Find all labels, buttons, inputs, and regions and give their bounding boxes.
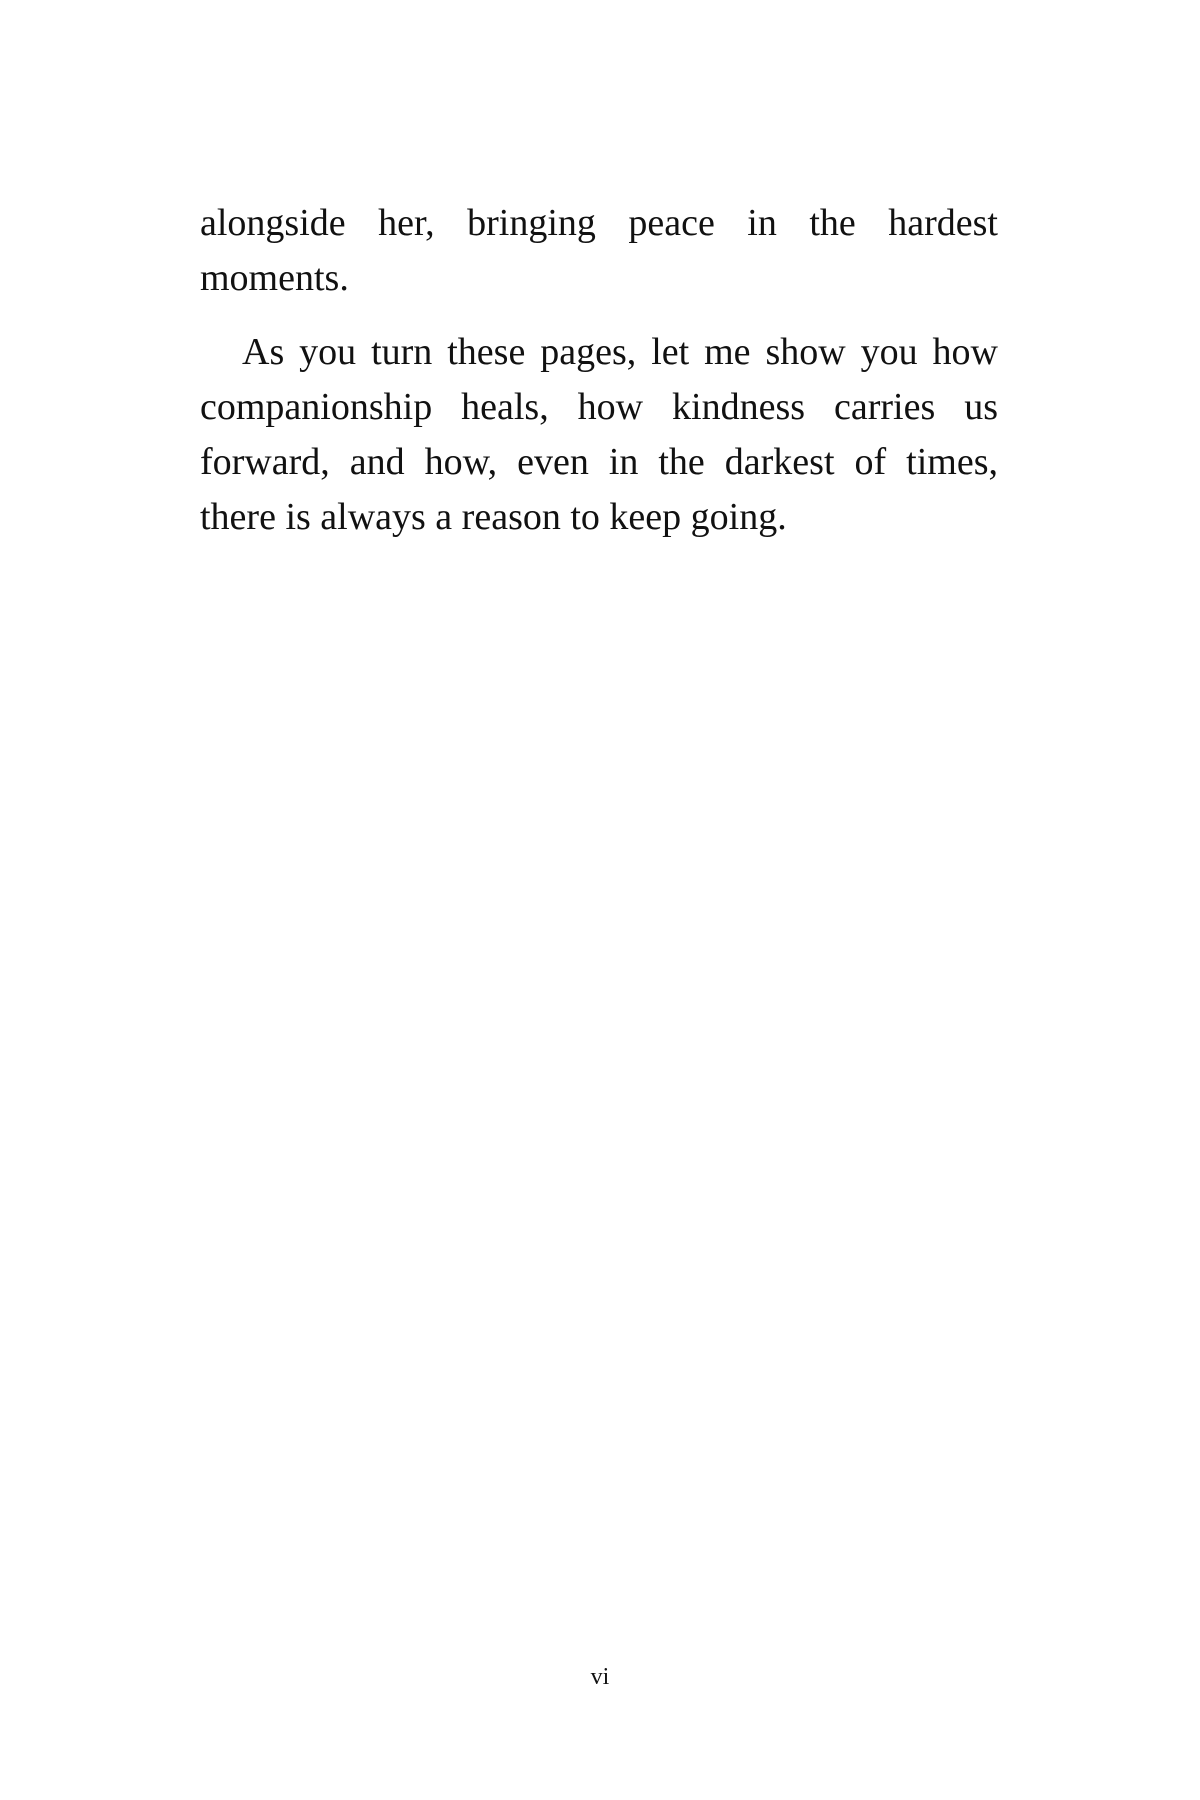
page-number: vi	[590, 1664, 610, 1690]
paragraph-continued: alongside her, bringing peace in the hardest moments.	[200, 202, 998, 299]
paragraph: As you turn these pages, let me show you how companionship heals, how kindness carries us forward, and how, even in the darkest of times, there is always a reason to keep going.	[200, 331, 998, 538]
page-body	[200, 196, 998, 545]
